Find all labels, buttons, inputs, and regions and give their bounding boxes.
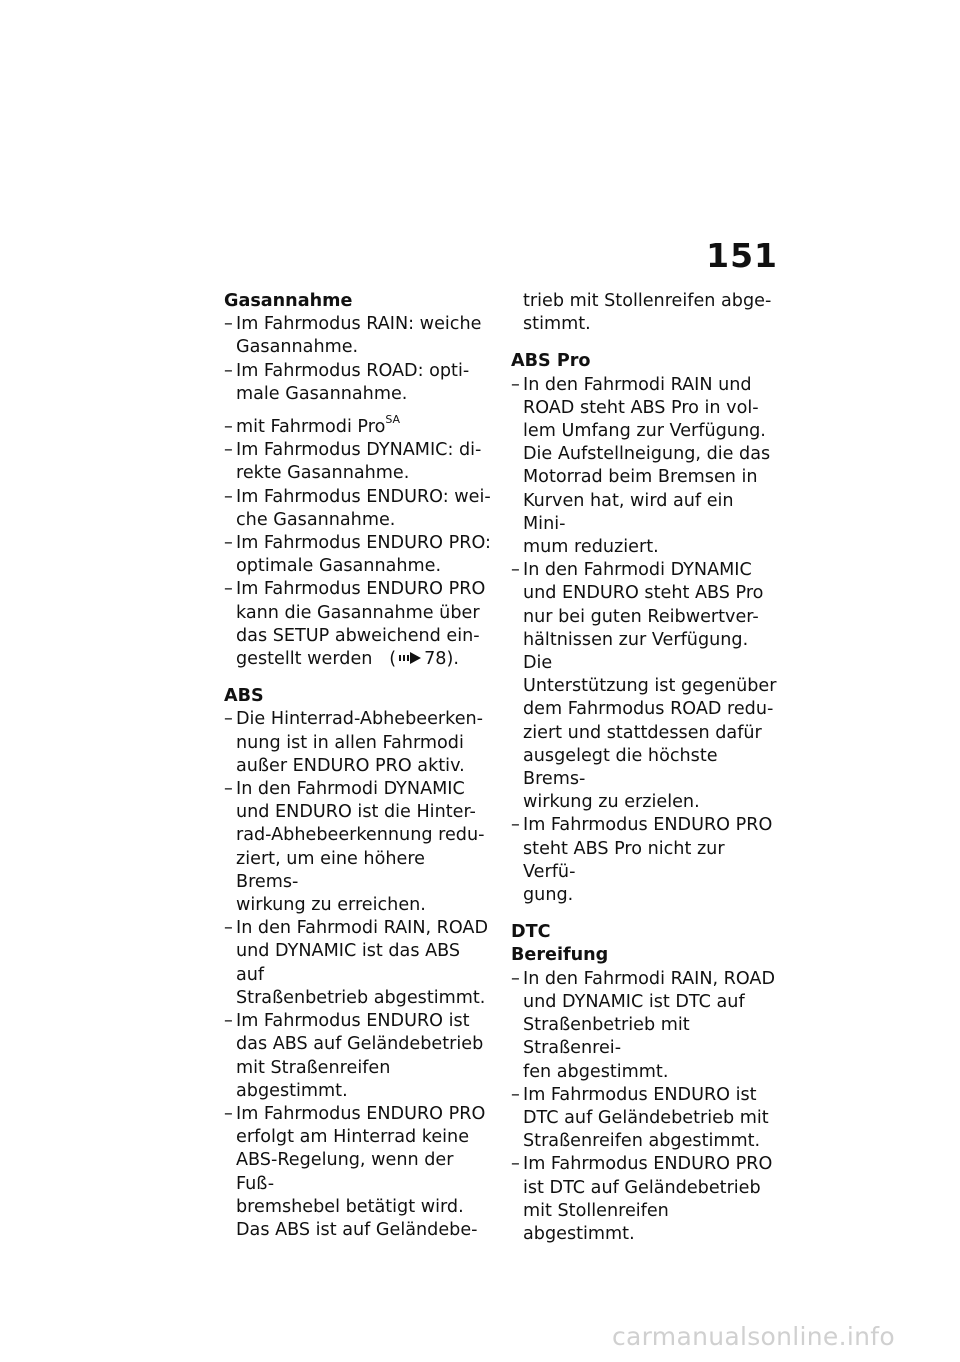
list-item-text: wirkung zu erzielen. <box>523 792 700 813</box>
list-item-text: Kurven hat, wird auf ein Mini- <box>523 490 734 534</box>
list-item-text: ROAD steht ABS Pro in vol- <box>523 397 759 418</box>
list-item-line <box>224 1196 492 1219</box>
dash-marker: – <box>511 968 520 989</box>
abs-pro-list <box>511 374 779 908</box>
list-item-text: In den Fahrmodi RAIN, ROAD <box>523 968 776 989</box>
dash-marker: – <box>511 1084 520 1105</box>
list-item-line <box>511 1014 779 1060</box>
list-item-line <box>511 884 779 907</box>
list-item-text: mit Straßenreifen abgestimmt. <box>236 1057 391 1101</box>
list-item-text: Das ABS ist auf Geländebe- <box>236 1219 478 1240</box>
list-item-line <box>224 732 492 755</box>
list-item <box>224 313 492 359</box>
list-item-first-line <box>224 1010 492 1033</box>
dtc-list <box>511 968 779 1246</box>
list-item-line <box>224 602 492 625</box>
list-item-text: Im Fahrmodus ENDURO ist <box>236 1011 470 1032</box>
pro-line-text: mit Fahrmodi Pro <box>236 417 386 438</box>
list-item-line <box>224 462 492 485</box>
continuation-text <box>511 290 779 336</box>
list-item <box>224 708 492 778</box>
list-item <box>224 917 492 1010</box>
list-item-line <box>224 848 492 894</box>
list-item-text: und DYNAMIC ist das ABS auf <box>236 941 461 985</box>
list-item-text: bremshebel betätigt wird. <box>236 1196 464 1217</box>
list-item <box>511 1084 779 1154</box>
list-item <box>511 814 779 907</box>
list-item <box>224 439 492 485</box>
list-item-line <box>224 1057 492 1103</box>
list-item-first-line <box>224 313 492 336</box>
dash-marker: – <box>224 417 233 438</box>
list-item <box>511 374 779 560</box>
dash-marker: – <box>224 579 233 600</box>
sa-superscript: SA <box>385 413 401 427</box>
reference-paren: ( <box>389 649 397 670</box>
list-item <box>511 1153 779 1246</box>
list-item-text: rekte Gasannahme. <box>236 463 410 484</box>
list-item-text: und ENDURO ist die Hinter- <box>236 802 476 823</box>
list-item-line <box>511 466 779 489</box>
list-item-text: nung ist in allen Fahrmodi <box>236 732 464 753</box>
list-item-line <box>511 490 779 536</box>
list-item-text: Die Aufstellneigung, die das <box>523 444 771 465</box>
list-item-line <box>511 420 779 443</box>
list-item-text: Unterstützung ist gegenüber <box>523 676 777 697</box>
dash-marker: – <box>224 314 233 335</box>
gasannahme-pro-list <box>224 439 492 648</box>
list-item-text: das ABS auf Geländebetrieb <box>236 1034 484 1055</box>
list-item-line <box>511 582 779 605</box>
list-item-first-line <box>224 360 492 383</box>
abs-list <box>224 708 492 1242</box>
list-item-text: Im Fahrmodus ENDURO PRO: <box>236 533 491 554</box>
list-item-first-line <box>511 814 779 837</box>
list-item-line <box>224 383 492 406</box>
list-item-line <box>224 987 492 1010</box>
dash-marker: – <box>224 709 233 730</box>
list-item-first-line <box>511 1153 779 1176</box>
list-item-text: Im Fahrmodus ENDURO PRO <box>236 579 486 600</box>
list-item-line <box>511 606 779 629</box>
list-item-text: In den Fahrmodi DYNAMIC <box>523 560 752 581</box>
list-item-line <box>511 722 779 745</box>
list-item <box>224 360 492 406</box>
subheading-bereifung: Bereifung <box>511 945 609 966</box>
list-item-line <box>224 509 492 532</box>
list-item-text: optimale Gasannahme. <box>236 556 442 577</box>
list-item-text: außer ENDURO PRO aktiv. <box>236 755 465 776</box>
list-item-first-line <box>224 486 492 509</box>
dash-marker: – <box>224 1103 233 1124</box>
list-item-line <box>224 1219 492 1242</box>
list-item-text: male Gasannahme. <box>236 383 408 404</box>
list-item-text: che Gasannahme. <box>236 509 396 530</box>
list-item-text: dem Fahrmodus ROAD redu- <box>523 699 774 720</box>
list-item <box>511 559 779 814</box>
watermark-text: carmanualsonline.info <box>612 1322 895 1351</box>
list-item-line <box>511 698 779 721</box>
list-item-text: rad-Abhebeerkennung redu- <box>236 825 485 846</box>
page-number: 151 <box>706 236 778 275</box>
list-item-first-line <box>511 1084 779 1107</box>
list-item-text: gung. <box>523 885 574 906</box>
reference-text: gestellt werden <box>236 649 373 670</box>
section-heading-gasannahme: Gasannahme <box>224 291 353 311</box>
list-item-text: mum reduziert. <box>523 537 659 558</box>
list-item-line <box>511 536 779 559</box>
dash-marker: – <box>511 815 520 836</box>
list-item-text: mit Stollenreifen abgestimmt. <box>523 1200 669 1244</box>
list-item-line <box>224 940 492 986</box>
list-item-text: DTC auf Geländebetrieb mit <box>523 1107 769 1128</box>
list-item-line <box>511 675 779 698</box>
list-item-text: Im Fahrmodus DYNAMIC: di- <box>236 440 482 461</box>
list-item-line <box>511 1061 779 1084</box>
list-item-text: Im Fahrmodus RAIN: weiche <box>236 314 482 335</box>
dash-marker: – <box>511 560 520 581</box>
list-item-line <box>224 824 492 847</box>
list-item-text: In den Fahrmodi RAIN und <box>523 374 752 395</box>
list-item-line <box>511 838 779 884</box>
list-item-first-line <box>224 1103 492 1126</box>
list-item-line <box>224 1149 492 1195</box>
list-item-line <box>511 629 779 675</box>
dash-marker: – <box>224 360 233 381</box>
list-item-text: fen abgestimmt. <box>523 1061 669 1082</box>
list-item-text: kann die Gasannahme über <box>236 602 480 623</box>
text-line: trieb mit Stollenreifen abge- <box>523 291 772 311</box>
dash-marker: – <box>224 440 233 461</box>
list-item-line <box>224 894 492 917</box>
dash-marker: – <box>511 1154 520 1175</box>
cross-reference-line <box>224 648 492 671</box>
list-item-line <box>224 336 492 359</box>
list-item-text: Gasannahme. <box>236 337 359 358</box>
list-item-text: Straßenreifen abgestimmt. <box>523 1131 761 1152</box>
section-heading-abs-pro: ABS Pro <box>511 351 591 372</box>
list-item-line <box>511 745 779 791</box>
list-item-first-line <box>511 374 779 397</box>
list-item-line <box>511 397 779 420</box>
list-item-first-line <box>511 968 779 991</box>
list-item-text: nur bei guten Reibwertver- <box>523 606 759 627</box>
list-item-text: ausgelegt die höchste Brems- <box>523 745 718 790</box>
list-item-line <box>511 443 779 466</box>
reference-page[interactable]: 78). <box>424 649 459 670</box>
list-item-text: Straßenbetrieb mit Straßenrei- <box>523 1015 690 1059</box>
dash-marker: – <box>224 533 233 554</box>
list-item <box>224 486 492 532</box>
list-item-line <box>224 801 492 824</box>
list-item-first-line <box>224 917 492 940</box>
list-item-first-line <box>224 439 492 462</box>
list-item-text: Im Fahrmodus ROAD: opti- <box>236 360 470 381</box>
list-item-text: ABS-Regelung, wenn der Fuß- <box>236 1150 454 1194</box>
list-item-text: steht ABS Pro nicht zur Verfü- <box>523 838 725 882</box>
list-item-text: ist DTC auf Geländebetrieb <box>523 1177 761 1198</box>
list-item-line <box>511 1130 779 1153</box>
list-item <box>224 778 492 917</box>
gasannahme-list <box>224 313 492 406</box>
list-item-text: In den Fahrmodi DYNAMIC <box>236 779 465 800</box>
list-item-text: das SETUP abweichend ein- <box>236 625 480 646</box>
dash-marker: – <box>224 779 233 800</box>
list-item-first-line <box>224 578 492 601</box>
list-item-line <box>511 1177 779 1200</box>
list-item-text: Die Hinterrad-Abhebeerken- <box>236 709 484 730</box>
list-item-line <box>224 555 492 578</box>
list-item-line <box>224 755 492 778</box>
section-heading-abs: ABS <box>224 686 264 707</box>
list-item-text: Im Fahrmodus ENDURO PRO <box>236 1103 486 1124</box>
right-column <box>511 290 779 1246</box>
list-item-text: Im Fahrmodus ENDURO PRO <box>523 815 773 836</box>
list-item-text: ziert, um eine höhere Brems- <box>236 848 425 892</box>
section-heading-dtc: DTC <box>511 922 551 943</box>
list-item-first-line <box>224 532 492 555</box>
list-item-first-line <box>511 559 779 582</box>
dash-marker: – <box>511 374 520 395</box>
left-column <box>224 290 492 1242</box>
list-item-text: Motorrad beim Bremsen in <box>523 467 758 488</box>
dash-marker: – <box>224 486 233 507</box>
list-item-first-line <box>224 778 492 801</box>
list-item-text: hältnissen zur Verfügung. Die <box>523 629 749 674</box>
list-item-text: In den Fahrmodi RAIN, ROAD <box>236 918 489 939</box>
list-item-line <box>224 1033 492 1056</box>
list-item-line <box>224 1126 492 1149</box>
list-item <box>224 532 492 578</box>
list-item-line <box>511 991 779 1014</box>
list-item <box>224 1103 492 1242</box>
page-reference-arrow-icon[interactable] <box>399 648 421 671</box>
list-item-text: Im Fahrmodus ENDURO ist <box>523 1084 757 1105</box>
list-item-pro <box>224 413 492 439</box>
dash-marker: – <box>224 1011 233 1032</box>
list-item <box>224 578 492 648</box>
list-item-text: und DYNAMIC ist DTC auf <box>523 991 745 1012</box>
list-item-line <box>224 625 492 648</box>
list-item-first-line <box>224 708 492 731</box>
list-item-text: und ENDURO steht ABS Pro <box>523 583 764 604</box>
list-item-text: Im Fahrmodus ENDURO PRO <box>523 1154 773 1175</box>
list-item-text: erfolgt am Hinterrad keine <box>236 1127 470 1148</box>
list-item-text: wirkung zu erreichen. <box>236 895 426 916</box>
list-item-text: ziert und stattdessen dafür <box>523 722 762 743</box>
list-item-text: lem Umfang zur Verfügung. <box>523 421 766 442</box>
list-item-line <box>511 1107 779 1130</box>
list-item-text: Straßenbetrieb abgestimmt. <box>236 987 486 1008</box>
list-item-line <box>511 1200 779 1246</box>
list-item-text: Im Fahrmodus ENDURO: wei- <box>236 486 491 507</box>
list-item-line <box>511 791 779 814</box>
text-line: stimmt. <box>523 314 591 335</box>
dash-marker: – <box>224 918 233 939</box>
list-item <box>224 1010 492 1103</box>
list-item <box>511 968 779 1084</box>
